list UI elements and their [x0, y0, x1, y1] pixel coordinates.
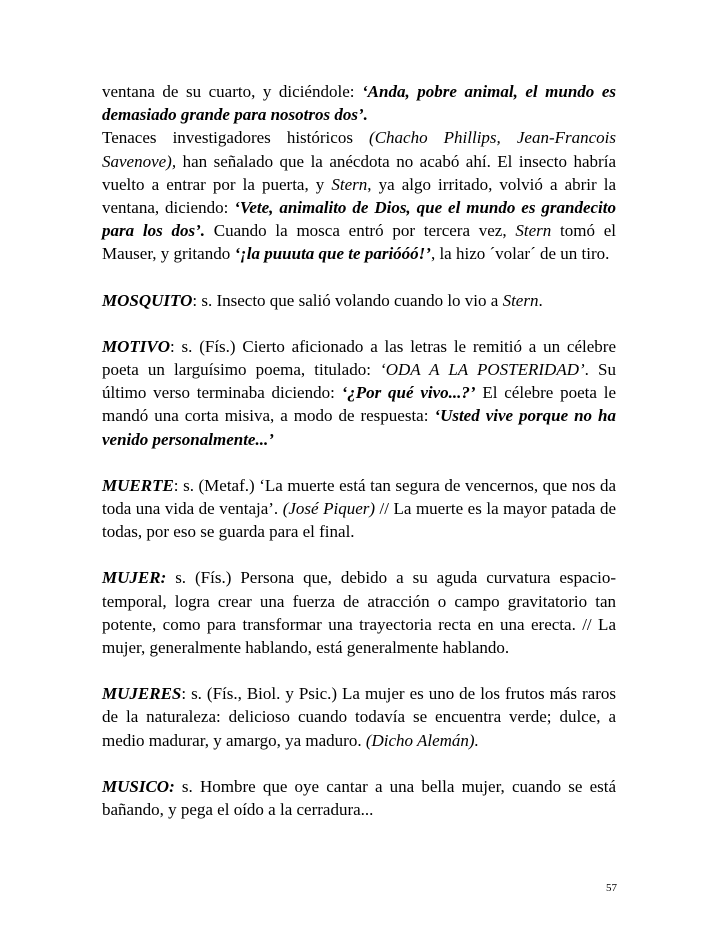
quote-span: ‘Vete, animalito de Dios, que el mundo es grandecito para los dos’. — [102, 198, 616, 241]
entry-term: MOTIVO — [102, 336, 171, 356]
text-span: , ya algo irritado, volvió a abrir la ventana, diciendo: — [102, 174, 617, 218]
entry-term: MUERTE — [102, 475, 174, 495]
name-span: Stern — [502, 290, 539, 310]
text-span: han señalado que la anécdota no acabó ahí. El insecto habría vuelto a entrar por la puerta, y — [102, 151, 616, 194]
entry-musico — [102, 775, 616, 821]
name-span: Stern — [515, 221, 552, 241]
entry-mujer — [102, 566, 616, 659]
text-span: s. (Fís.) Persona que, debido a su aguda curvatura espacio-temporal, logra crear una fuerza de atracción o campo gravitatorio tan potente, como para transformar una trayectoria recta en una erecta. // La mujer, generalmente hablando, está generalmente hablando. — [102, 568, 616, 658]
entry-term: MUJER: — [102, 568, 167, 588]
paragraph-continuation — [102, 80, 616, 126]
text-span: El célebre poeta le mandó una corta misiva, a modo de respuesta: — [102, 383, 616, 426]
text-span: // La muerte es la mayor patada de todas, por eso se guarda para el final. — [102, 499, 616, 542]
text-span: . Su último verso terminaba diciendo: — [102, 360, 616, 403]
entry-term: MUSICO: — [102, 776, 175, 796]
quote-span: ‘Usted vive porque no ha venido personalmente...’ — [102, 406, 616, 449]
entry-muerte — [102, 474, 616, 544]
text-span: Tenaces investigadores históricos — [102, 128, 370, 148]
text-span: Cuando la mosca entró por tercera vez, — [205, 221, 516, 241]
page-number: 57 — [606, 882, 617, 894]
text-span: s. Hombre que oye cantar a una bella mujer, cuando se está bañando, y pega el oído a la cerradura... — [102, 776, 616, 820]
text-span: , la hizo ´volar´ de un tiro. — [430, 244, 610, 264]
text-span: tomó el Mauser, y gritando — [102, 221, 617, 264]
entry-term: MOSQUITO — [102, 290, 193, 310]
quote-span: ‘¡la puuuta que te parióóó!’ — [234, 244, 431, 264]
quote-span: ‘Anda, pobre animal, el mundo es demasiado grande para nosotros dos’. — [102, 82, 616, 125]
text-span: : s. (Fís.) Cierto aficionado a las letras le remitió a un célebre poeta un larguísimo poema, titulado: — [102, 336, 616, 380]
entry-motivo — [102, 335, 616, 451]
document-body — [102, 80, 616, 844]
citation-span: (Dicho Alemán). — [365, 730, 479, 750]
entry-mosquito — [102, 289, 616, 312]
text-span: : s. (Fís., Biol. y Psic.) La mujer es uno de los frutos más raros de la naturaleza: delicioso cuando todavía se encuentra verde; dulce, a medio madurar, y amargo, ya maduro. — [102, 684, 616, 750]
text-span: : s. (Metaf.) ‘La muerte está tan segura de vencernos, que nos da toda una vida de ventaja’. — [102, 475, 616, 519]
entry-mujeres — [102, 682, 616, 752]
text-span: ventana de su cuarto, y diciéndole: — [102, 82, 362, 101]
entry-term: MUJERES — [102, 684, 182, 704]
text-span: : s. Insecto que salió volando cuando lo vio a — [192, 290, 503, 310]
title-span: ‘ODA A LA POSTERIDAD’ — [380, 360, 585, 380]
quote-span: ‘¿Por qué vivo...?’ — [341, 383, 476, 403]
citation-span: (José Piquer) — [282, 499, 376, 519]
text-span: . — [538, 290, 543, 310]
paragraph-investigators — [102, 126, 616, 265]
citation-span: (Chacho Phillips, Jean-Francois Savenove), — [102, 128, 616, 171]
name-span: Stern — [331, 174, 368, 194]
